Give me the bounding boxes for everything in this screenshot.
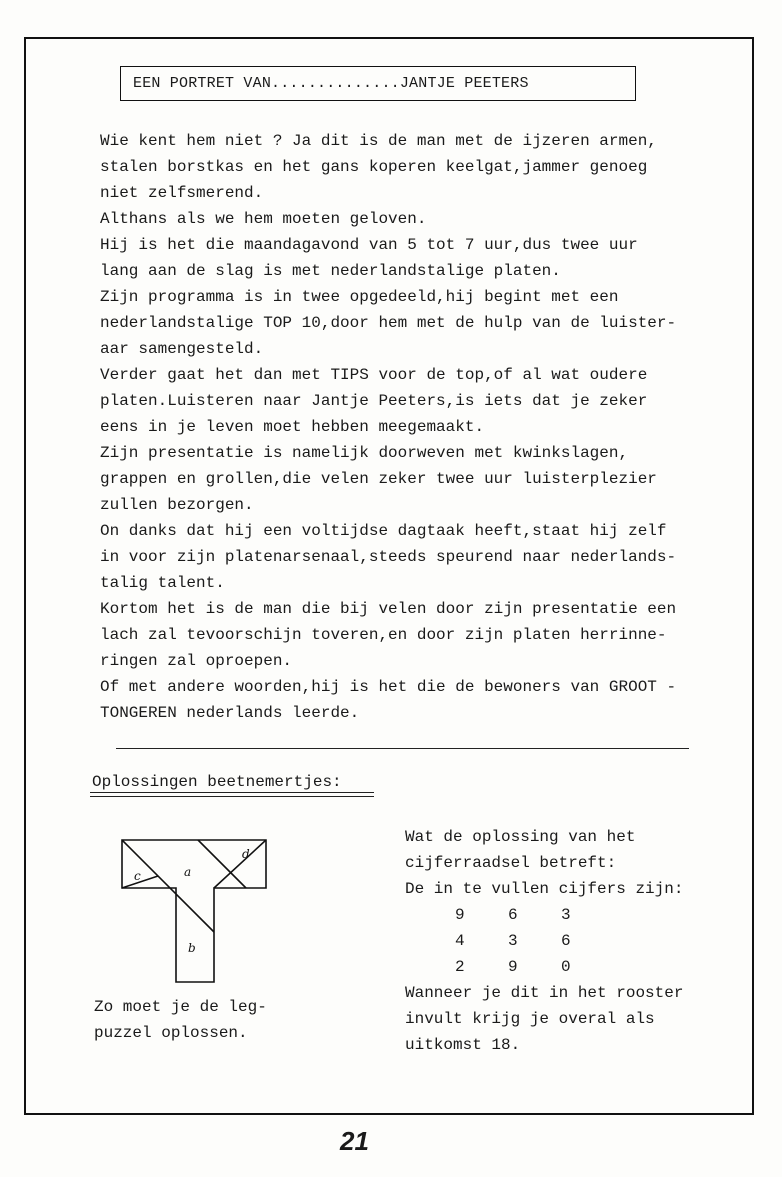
cipher-outro — [405, 980, 683, 1058]
article-line: Hij is het die maandagavond van 5 tot 7 uur,dus twee uur — [100, 236, 638, 254]
article-line: On danks dat hij een voltijdse dagtaak heeft,staat hij zelf — [100, 522, 667, 540]
article-line: nederlandstalige TOP 10,door hem met de hulp van de luister- — [100, 314, 677, 332]
article-line: stalen borstkas en het gans koperen keelgat,jammer genoeg — [100, 158, 648, 176]
article-title: EEN PORTRET VAN..............JANTJE PEETERS — [120, 66, 636, 101]
grid-cell: 6 — [561, 932, 571, 950]
article-line: grappen en grollen,die velen zeker twee uur luisterplezier — [100, 470, 657, 488]
puzzle-label-d: d — [242, 847, 250, 861]
cipher-intro-line: cijferraadsel betreft: — [405, 854, 617, 872]
puzzle-cut-1 — [122, 840, 214, 932]
heading-underline — [90, 792, 374, 797]
puzzle-label-c: c — [134, 869, 141, 883]
puzzle-label-b: b — [188, 941, 196, 955]
article-line: Zijn programma is in twee opgedeeld,hij begint met een — [100, 288, 619, 306]
article-line: platen.Luisteren naar Jantje Peeters,is iets dat je zeker — [100, 392, 648, 410]
grid-row — [455, 902, 614, 928]
article-line: TONGEREN nederlands leerde. — [100, 704, 360, 722]
grid-cell: 3 — [508, 932, 518, 950]
article-line: Kortom het is de man die bij velen door zijn presentatie een — [100, 600, 677, 618]
article-line: eens in je leven moet hebben meegemaakt. — [100, 418, 485, 436]
article-line: ringen zal oproepen. — [100, 652, 293, 670]
article-line: Althans als we hem moeten geloven. — [100, 210, 427, 228]
grid-cell: 9 — [508, 958, 518, 976]
puzzle-caption: Zo moet je de leg- puzzel oplossen. — [94, 998, 267, 1042]
article-line: aar samengesteld. — [100, 340, 264, 358]
cipher-grid — [455, 902, 614, 980]
article-line: in voor zijn platenarsenaal,steeds speurend naar nederlands- — [100, 548, 677, 566]
cipher-outro-line: invult krijg je overal als — [405, 1010, 655, 1028]
grid-cell: 6 — [508, 906, 518, 924]
grid-cell: 4 — [455, 932, 465, 950]
cipher-intro-line: Wat de oplossing van het — [405, 828, 636, 846]
article-line: lach zal tevoorschijn toveren,en door zijn platen herrinne- — [100, 626, 667, 644]
puzzle-label-a: a — [184, 865, 192, 879]
grid-cell: 2 — [455, 958, 465, 976]
article-line: niet zelfsmerend. — [100, 184, 264, 202]
article-line: talig talent. — [100, 574, 225, 592]
cipher-intro-line: De in te vullen cijfers zijn: — [405, 880, 684, 898]
article-body — [100, 128, 750, 726]
article-line: lang aan de slag is met nederlandstalige platen. — [100, 262, 561, 280]
section-divider — [116, 748, 689, 749]
cipher-intro — [405, 824, 683, 902]
article-line: Of met andere woorden,hij is het die de bewoners van GROOT - — [100, 678, 677, 696]
grid-cell: 0 — [561, 958, 571, 976]
page-number: 21 — [340, 1126, 369, 1156]
grid-cell: 3 — [561, 906, 571, 924]
cipher-outro-line: uitkomst 18. — [405, 1036, 521, 1054]
puzzle-diagram — [118, 836, 274, 986]
grid-cell: 9 — [455, 906, 465, 924]
grid-row — [455, 954, 614, 980]
article-line: Zijn presentatie is namelijk doorweven met kwinkslagen, — [100, 444, 629, 462]
article-line: Verder gaat het dan met TIPS voor de top,of al wat oudere — [100, 366, 648, 384]
article-line: Wie kent hem niet ? Ja dit is de man met de ijzeren armen, — [100, 132, 657, 150]
cipher-outro-line: Wanneer je dit in het rooster — [405, 984, 684, 1002]
article-line: zullen bezorgen. — [100, 496, 254, 514]
solutions-heading: Oplossingen beetnemertjes: — [92, 773, 342, 791]
grid-row — [455, 928, 614, 954]
